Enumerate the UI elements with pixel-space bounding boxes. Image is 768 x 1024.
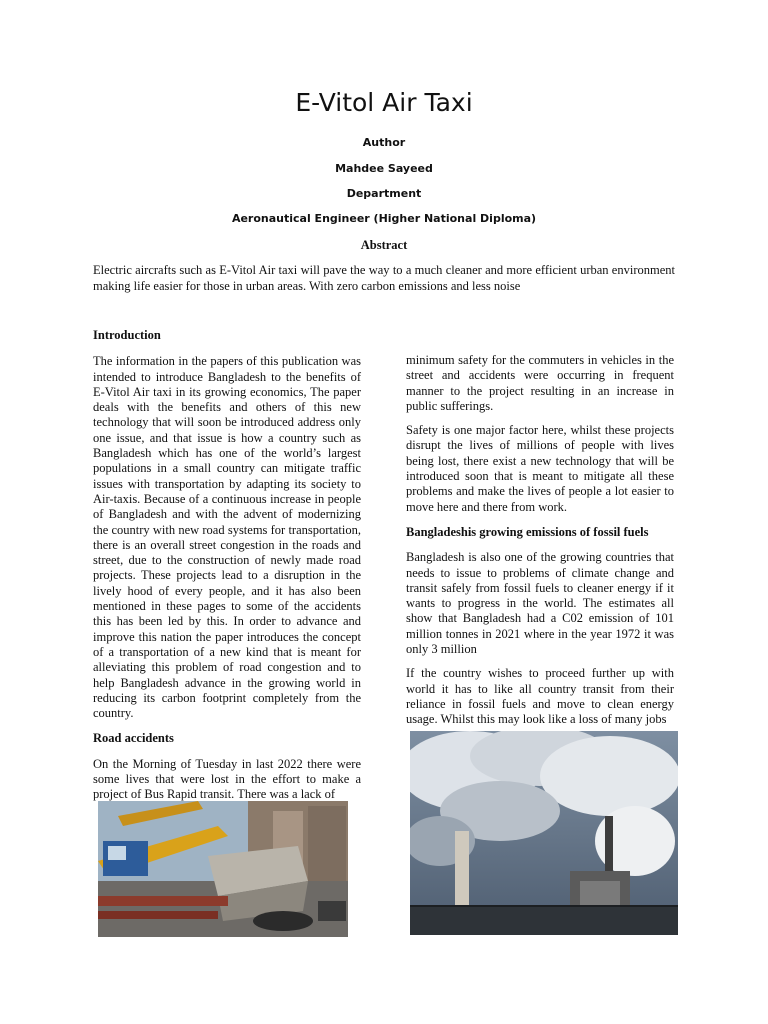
- right-column: [406, 353, 674, 728]
- department-name: Aeronautical Engineer (Higher National Diploma): [231, 212, 537, 225]
- safety-text-1: minimum safety for the commuters in vehicles in the street and accidents were occurring in frequent manner to the project resulting in an increase in public sufferings.: [406, 353, 674, 413]
- introduction-heading: Introduction: [93, 328, 161, 342]
- emissions-heading: Bangladeshis growing emissions of fossil fuels: [406, 524, 649, 539]
- abstract-heading: Abstract: [360, 238, 408, 252]
- road-accidents-heading: Road accidents: [93, 731, 174, 746]
- paper-title: E-Vitol Air Taxi: [295, 88, 473, 117]
- introduction-text: The information in the papers of this publication was intended to introduce Bangladesh to the benefits of E-Vitol Air taxi in its growing economics, The paper deals with the benefits and others of this new technology that will soon be introduced address only one issue, and that issue is how a country such as Bangladesh which has one of the world’s largest populations in a small country can mitigate traffic issues with transportation by adapting its society to Air-taxis. Because of a continuous increase in people of Bangladesh and with the advent of modernizing the country with new road systems for transportation, there is an overall street congestion in the roads and street, due to the construction of newly made road projects. These projects lead to a disruption in the lively hood of every people, and it has also been mentioned in these pages to some of the accidents this has been led by this. In order to advance and improve this nation the paper introduces the concept of a transportation of a new kind that is meant for alleviating this problem of road congestion and to help Bangladesh advance in the growing world in reducing its carbon footprint completely from the country.: [93, 354, 361, 721]
- construction-accident-photo: [98, 801, 348, 937]
- left-column: [93, 328, 361, 803]
- safety-text-2: Safety is one major factor here, whilst these projects disrupt the lives of millions of people with lives being lost, there exist a new technology that will be introduced soon that is meant to mitigate all these problems and make the lives of people a lot easier to move here and there from work.: [406, 423, 674, 514]
- road-accidents-text: On the Morning of Tuesday in last 2022 there were some lives that were lost in the effort to make a project of Bus Rapid transit. There was a lack of: [93, 756, 361, 802]
- author-name: Mahdee Sayeed: [335, 162, 433, 175]
- abstract-text: Electric aircrafts such as E-Vitol Air taxi will pave the way to a much cleaner and more efficient urban environment making life easier for those in urban areas. With zero carbon emissions and less noise: [93, 263, 675, 293]
- power-plant-photo: [410, 731, 678, 935]
- emissions-text-1: Bangladesh is also one of the growing countries that needs to issue to problems of climate change and transit safely from fossil fuels to cleaner energy if it wants to progress in the world. The estimates all show that Bangladesh had a C02 emission of 101 million tonnes in 2021 where in the year 1972 it was only 3 million: [406, 550, 674, 657]
- department-label: Department: [346, 187, 422, 200]
- author-label: Author: [362, 136, 406, 149]
- emissions-text-2: If the country wishes to proceed further up with world it has to like all country transit from their reliance in fossil fuels and move to clean energy usage. Whilst this may look like a loss of many jobs: [406, 666, 674, 727]
